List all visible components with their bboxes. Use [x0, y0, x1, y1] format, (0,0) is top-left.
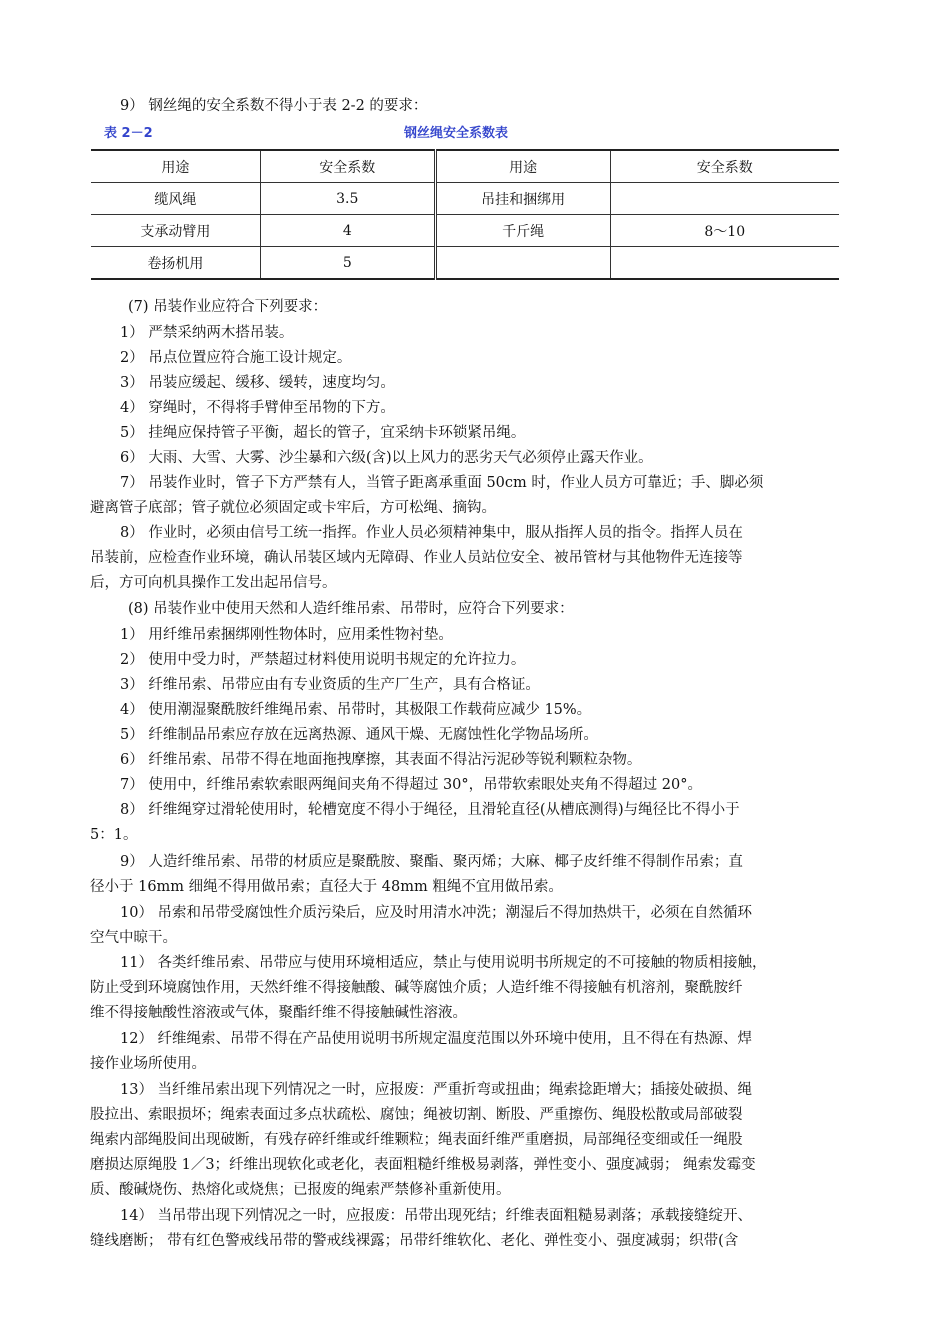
list-item-continued: 吊装前，应检查作业环境，确认吊装区域内无障碍、作业人员站位安全、被吊管材与其他物件无连接等 [90, 550, 743, 566]
section-heading: (8) 吊装作业中使用天然和人造纤维吊索、吊带时，应符合下列要求： [128, 601, 574, 617]
list-item: 11） 各类纤维吊索、吊带应与使用环境相适应，禁止与使用说明书所规定的不可接触的物质相接触， [120, 955, 767, 971]
header-cell: 用途 [91, 150, 260, 183]
list-item: 3） 纤维吊索、吊带应由有专业资质的生产厂生产，具有合格证。 [120, 677, 540, 693]
list-item: 1） 严禁采纳两木搭吊装。 [120, 325, 294, 341]
list-item: 14） 当吊带出现下列情况之一时，应报废：吊带出现死结；纤维表面粗糙易剥落；承载接缝绽开、 [120, 1208, 753, 1224]
intro-paragraph: 9） 钢丝绳的安全系数不得小于表 2-2 的要求： [120, 98, 428, 114]
table-row [91, 215, 839, 247]
list-item: 4） 使用潮湿聚酰胺纤维绳吊索、吊带时，其极限工作载荷应减少 15%。 [120, 702, 592, 718]
safety-factor-table [91, 149, 839, 280]
list-item: 6） 纤维吊索、吊带不得在地面拖拽摩擦，其表面不得沾污泥砂等锐利颗粒杂物。 [120, 752, 642, 768]
table-cell: 5 [260, 247, 435, 280]
header-cell: 安全系数 [610, 150, 839, 183]
header-cell: 安全系数 [260, 150, 435, 183]
list-item-continued: 空气中晾干。 [90, 930, 177, 946]
table-cell [610, 183, 839, 215]
list-item: 1） 用纤维吊索捆绑刚性物体时，应用柔性物衬垫。 [120, 627, 453, 643]
list-item-continued: 质、酸碱烧伤、热熔化或烧焦；已报废的绳索严禁修补重新使用。 [90, 1182, 511, 1198]
table-cell: 吊挂和捆绑用 [435, 183, 610, 215]
list-item-continued: 绳索内部绳股间出现破断，有残存碎纤维或纤维颗粒；绳表面纤维严重磨损，局部绳径变细或任一绳股 [90, 1132, 743, 1148]
list-item: 3） 吊装应缓起、缓移、缓转，速度均匀。 [120, 375, 395, 391]
list-item: 4） 穿绳时，不得将手臂伸至吊物的下方。 [120, 400, 395, 416]
table-cell: 3.5 [260, 183, 435, 215]
list-item: 7） 吊装作业时，管子下方严禁有人，当管子距离承重面 50cm 时，作业人员方可靠近；手、脚必须 [120, 475, 764, 491]
list-item-continued: 磨损达原绳股 1／3；纤维出现软化或老化，表面粗糙纤维极易剥落，弹性变小、强度减弱； 绳索发霉变 [90, 1157, 756, 1173]
list-item: 8） 作业时，必须由信号工统一指挥。作业人员必须精神集中，服从指挥人员的指令。指挥人员在 [120, 525, 743, 541]
list-item: 2） 使用中受力时，严禁超过材料使用说明书规定的允许拉力。 [120, 652, 526, 668]
table-title: 钢丝绳安全系数表 [404, 126, 509, 141]
table-header-row [91, 150, 839, 183]
section-heading: (7) 吊装作业应符合下列要求： [128, 299, 328, 315]
list-item-continued: 径小于 16mm 细绳不得用做吊索；直径大于 48mm 粗绳不宜用做吊索。 [90, 879, 563, 895]
table-cell: 卷扬机用 [91, 247, 260, 280]
list-item: 13） 当纤维吊索出现下列情况之一时，应报废：严重折弯或扭曲；绳索捻距增大；插接处破损、绳 [120, 1082, 753, 1098]
list-item: 2） 吊点位置应符合施工设计规定。 [120, 350, 352, 366]
list-item-continued: 避离管子底部；管子就位必须固定或卡牢后，方可松绳、摘钩。 [90, 500, 496, 516]
table-row [91, 247, 839, 280]
list-item: 12） 纤维绳索、吊带不得在产品使用说明书所规定温度范围以外环境中使用，且不得在有热源、焊 [120, 1031, 753, 1047]
list-item-continued: 股拉出、索眼损坏；绳索表面过多点状疏松、腐蚀；绳被切割、断股、严重擦伤、绳股松散或局部破裂 [90, 1107, 743, 1123]
list-item: 8） 纤维绳穿过滑轮使用时，轮槽宽度不得小于绳径，且滑轮直径(从槽底测得)与绳径比不得小于 [120, 802, 740, 818]
list-item-continued: 接作业场所使用。 [90, 1056, 206, 1072]
table-cell: 支承动臂用 [91, 215, 260, 247]
list-item-continued: 5：1。 [90, 827, 138, 843]
list-item-continued: 维不得接触酸性溶液或气体，聚酯纤维不得接触碱性溶液。 [90, 1005, 467, 1021]
table-cell [610, 247, 839, 280]
table-cell [435, 247, 610, 280]
list-item: 7） 使用中，纤维吊索软索眼两绳间夹角不得超过 30°，吊带软索眼处夹角不得超过 20°。 [120, 777, 702, 793]
header-cell: 用途 [435, 150, 610, 183]
list-item: 10） 吊索和吊带受腐蚀性介质污染后，应及时用清水冲洗；潮湿后不得加热烘干，必须在自然循环 [120, 905, 753, 921]
table-number: 表 2－2 [104, 126, 153, 141]
table-cell: 缆风绳 [91, 183, 260, 215]
table-cell: 千斤绳 [435, 215, 610, 247]
table-cell: 4 [260, 215, 435, 247]
list-item: 5） 挂绳应保持管子平衡，超长的管子，宜采纳卡环锁紧吊绳。 [120, 425, 526, 441]
list-item: 6） 大雨、大雪、大雾、沙尘暴和六级(含)以上风力的恶劣天气必须停止露天作业。 [120, 450, 653, 466]
list-item-continued: 后，方可向机具操作工发出起吊信号。 [90, 575, 337, 591]
list-item: 5） 纤维制品吊索应存放在远离热源、通风干燥、无腐蚀性化学物品场所。 [120, 727, 598, 743]
list-item-continued: 缝线磨断； 带有红色警戒线吊带的警戒线裸露；吊带纤维软化、老化、弹性变小、强度减弱；织带(含 [90, 1233, 739, 1249]
table-row [91, 183, 839, 215]
list-item-continued: 防止受到环境腐蚀作用，天然纤维不得接触酸、碱等腐蚀介质；人造纤维不得接触有机溶剂，聚酰胺纤 [90, 980, 743, 996]
list-item: 9） 人造纤维吊索、吊带的材质应是聚酰胺、聚酯、聚丙烯；大麻、椰子皮纤维不得制作吊索；直 [120, 854, 743, 870]
table-cell: 8～10 [610, 215, 839, 247]
